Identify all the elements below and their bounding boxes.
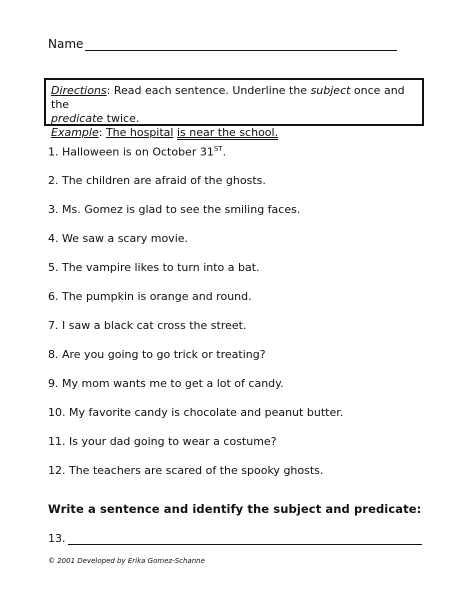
subject-word: subject — [310, 84, 351, 97]
sentence-1 — [48, 145, 226, 159]
sentence-text: 6. The pumpkin is orange and round. — [48, 290, 252, 303]
sentence-text: 1. Halloween is on October 31 — [48, 145, 214, 159]
sentence-text: 8. Are you going to go trick or treating? — [48, 348, 266, 361]
sentence-7 — [48, 319, 246, 332]
name-field[interactable] — [48, 37, 397, 51]
sentence-end: . — [222, 145, 227, 159]
sentence-2 — [48, 174, 266, 187]
write-sentence-instruction: Write a sentence and identify the subject and predicate: — [48, 502, 422, 516]
answer-field-13[interactable] — [48, 532, 422, 545]
answer-number: 13. — [48, 532, 66, 545]
directions-text-1: : Read each sentence. Underline the — [106, 84, 311, 97]
sentence-text: 9. My mom wants me to get a lot of candy. — [48, 377, 284, 390]
sentence-4 — [48, 232, 188, 245]
directions-box — [44, 78, 424, 139]
copyright-footer: © 2001 Developed by Erika Gomez-Schanne — [48, 557, 205, 565]
directions-label: Directions — [51, 84, 107, 97]
sentence-6 — [48, 290, 252, 303]
example-subject: The hospital — [105, 126, 174, 139]
name-label: Name — [48, 37, 84, 51]
directions-text-2: once and the — [51, 84, 405, 111]
example-colon: : — [98, 126, 106, 139]
sentence-text: 10. My favorite candy is chocolate and peanut butter. — [48, 406, 344, 419]
sentence-5 — [48, 261, 260, 274]
sentence-8 — [48, 348, 266, 361]
example-predicate: is near the school. — [176, 126, 279, 139]
sentence-text: 2. The children are afraid of the ghosts. — [48, 174, 266, 187]
sentence-11 — [48, 435, 277, 448]
directions-line-1 — [51, 84, 417, 112]
sentence-text: 5. The vampire likes to turn into a bat. — [48, 261, 260, 274]
sentence-text: 11. Is your dad going to wear a costume? — [48, 435, 277, 448]
directions-text-3: twice. — [103, 112, 140, 125]
ordinal-suffix: ST — [213, 145, 223, 153]
sentence-text: 4. We saw a scary movie. — [48, 232, 189, 245]
sentence-10 — [48, 406, 343, 419]
sentence-text: 7. I saw a black cat cross the street. — [48, 319, 247, 332]
answer-line[interactable] — [68, 534, 422, 545]
sentence-text: 3. Ms. Gomez is glad to see the smiling faces. — [48, 203, 301, 216]
sentence-text: 12. The teachers are scared of the spooky ghosts. — [48, 464, 324, 477]
directions-line-2 — [51, 112, 417, 126]
example-label: Example — [51, 126, 99, 139]
name-line[interactable] — [85, 39, 397, 51]
sentence-12 — [48, 464, 323, 477]
sentence-3 — [48, 203, 300, 216]
sentence-9 — [48, 377, 284, 390]
example-line — [51, 126, 417, 140]
predicate-word: predicate — [51, 112, 104, 125]
